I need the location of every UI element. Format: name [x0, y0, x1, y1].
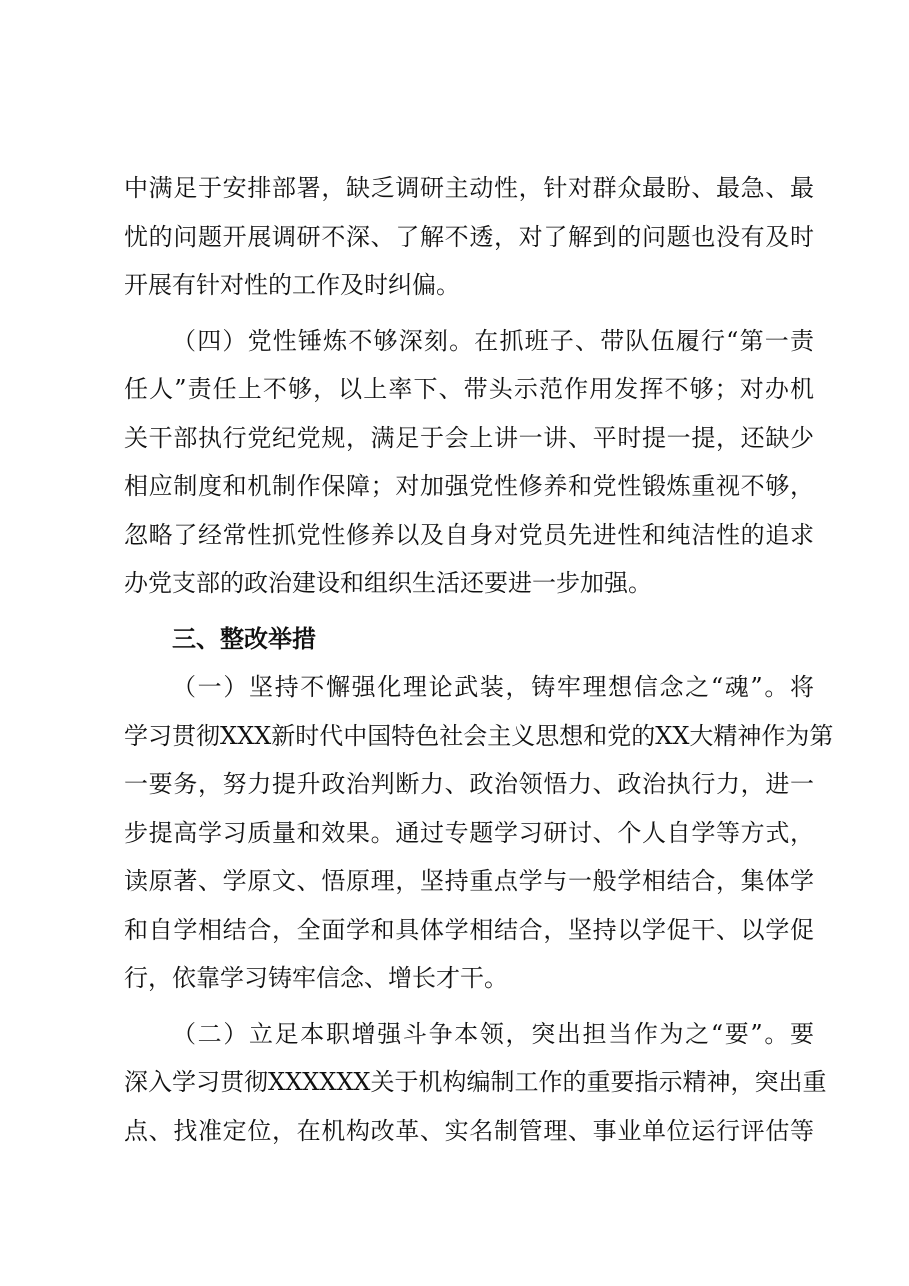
- paragraph-line: 步提高学习质量和效果。通过专题学习研讨、个人自学等方式，: [124, 818, 814, 847]
- paragraph-line: 开展有针对性的工作及时纠偏。: [124, 271, 460, 299]
- paragraph-line: 读原著、学原文、悟原理，坚持重点学与一般学相结合，集体学: [124, 867, 814, 895]
- paragraph-line: （一）坚持不懈强化理论武装，铸牢理想信念之“魂”。将: [172, 673, 814, 701]
- paragraph-gap: [124, 1003, 814, 1010]
- paragraph-line: （二）立足本职增强斗争本领，突出担当作为之“要”。要: [172, 1019, 814, 1048]
- paragraph-gap: [124, 310, 814, 317]
- paragraph-line: 办党支部的政治建设和组织生活还要进一步加强。: [124, 569, 652, 597]
- paragraph-line: （四）党性锤炼不够深刻。在抓班子、带队伍履行“第一责: [172, 326, 814, 355]
- paragraph-line: 任人”责任上不够，以上率下、带头示范作用发挥不够；对办机: [124, 375, 814, 403]
- paragraph-line: 忽略了经常性抓党性修养以及自身对党员先进性和纯洁性的追求: [124, 520, 814, 549]
- section-heading: 三、整改举措: [172, 624, 316, 653]
- paragraph-line: 学习贯彻XXX新时代中国特色社会主义思想和党的XX大精神作为第: [124, 721, 834, 750]
- paragraph-line: 行，依靠学习铸牢信念、增长才干。: [124, 964, 508, 992]
- paragraph-gap: [124, 608, 814, 615]
- paragraph-line: 中满足于安排部署，缺乏调研主动性，针对群众最盼、最急、最: [124, 174, 814, 202]
- paragraph-line: 关干部执行党纪党规，满足于会上讲一讲、平时提一提，还缺少: [124, 423, 814, 452]
- paragraph-line: 忧的问题开展调研不深、了解不透，对了解到的问题也没有及时: [124, 222, 814, 251]
- paragraph-line: 深入学习贯彻XXXXXX关于机构编制工作的重要指示精神，突出重: [124, 1068, 827, 1096]
- paragraph-line: 点、找准定位，在机构改革、实名制管理、事业单位运行评估等: [124, 1116, 814, 1145]
- document-body: [124, 164, 834, 1155]
- paragraph-line: 和自学相结合，全面学和具体学相结合，坚持以学促干、以学促: [124, 915, 814, 944]
- paragraph-line: 相应制度和机制作保障；对加强党性修养和党性锻炼重视不够，: [124, 472, 814, 500]
- paragraph-line: 一要务，努力提升政治判断力、政治领悟力、政治执行力，进一: [124, 770, 814, 798]
